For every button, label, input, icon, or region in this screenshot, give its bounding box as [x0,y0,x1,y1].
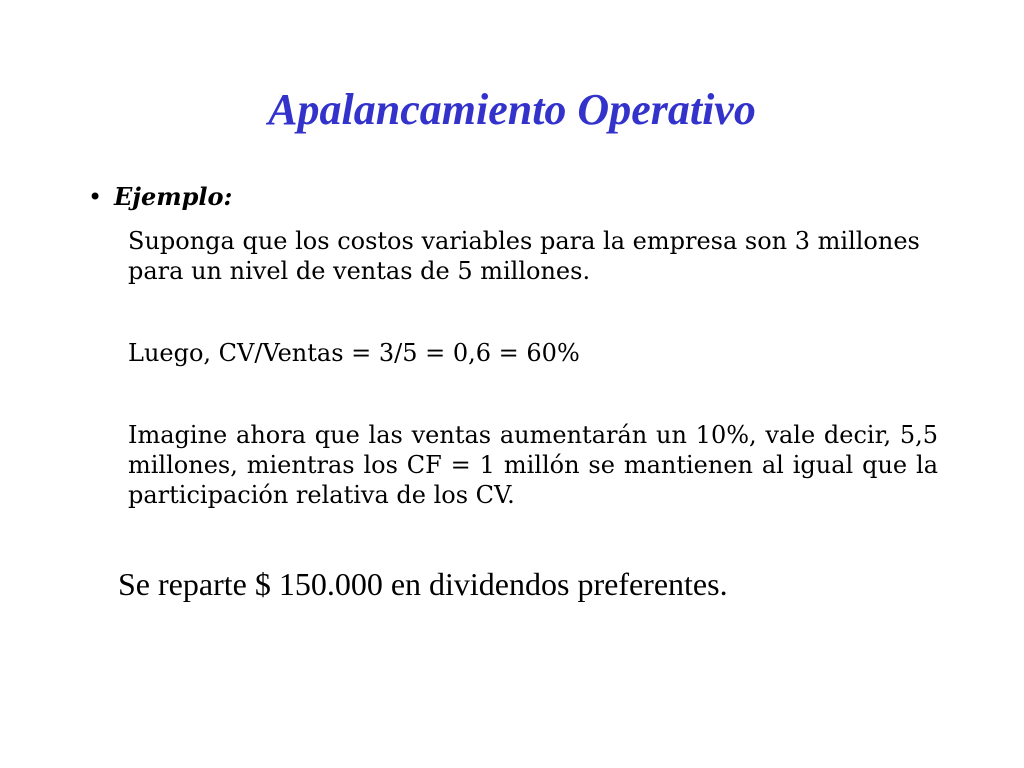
bullet-label: Ejemplo: [114,182,233,211]
dividendos-line: Se reparte $ 150.000 en dividendos preferentes. [118,566,728,602]
paragraph-costos-variables: Suponga que los costos variables para la empresa son 3 millones para un nivel de ventas de 5 millones. [128,227,920,285]
paragraph-aumento-ventas: Imagine ahora que las ventas aumentarán un 10%, vale decir, 5,5 millones, mientras los CF = 1 millón se mantienen al igual que la participación relativa de los CV. [128,421,938,509]
bullet-icon: • [88,183,103,211]
bullet-ejemplo [88,182,232,212]
paragraph-cv-ventas: Luego, CV/Ventas = 3/5 = 0,6 = 60% [128,339,580,367]
slide-title: Apalancamiento Operativo [268,85,756,134]
